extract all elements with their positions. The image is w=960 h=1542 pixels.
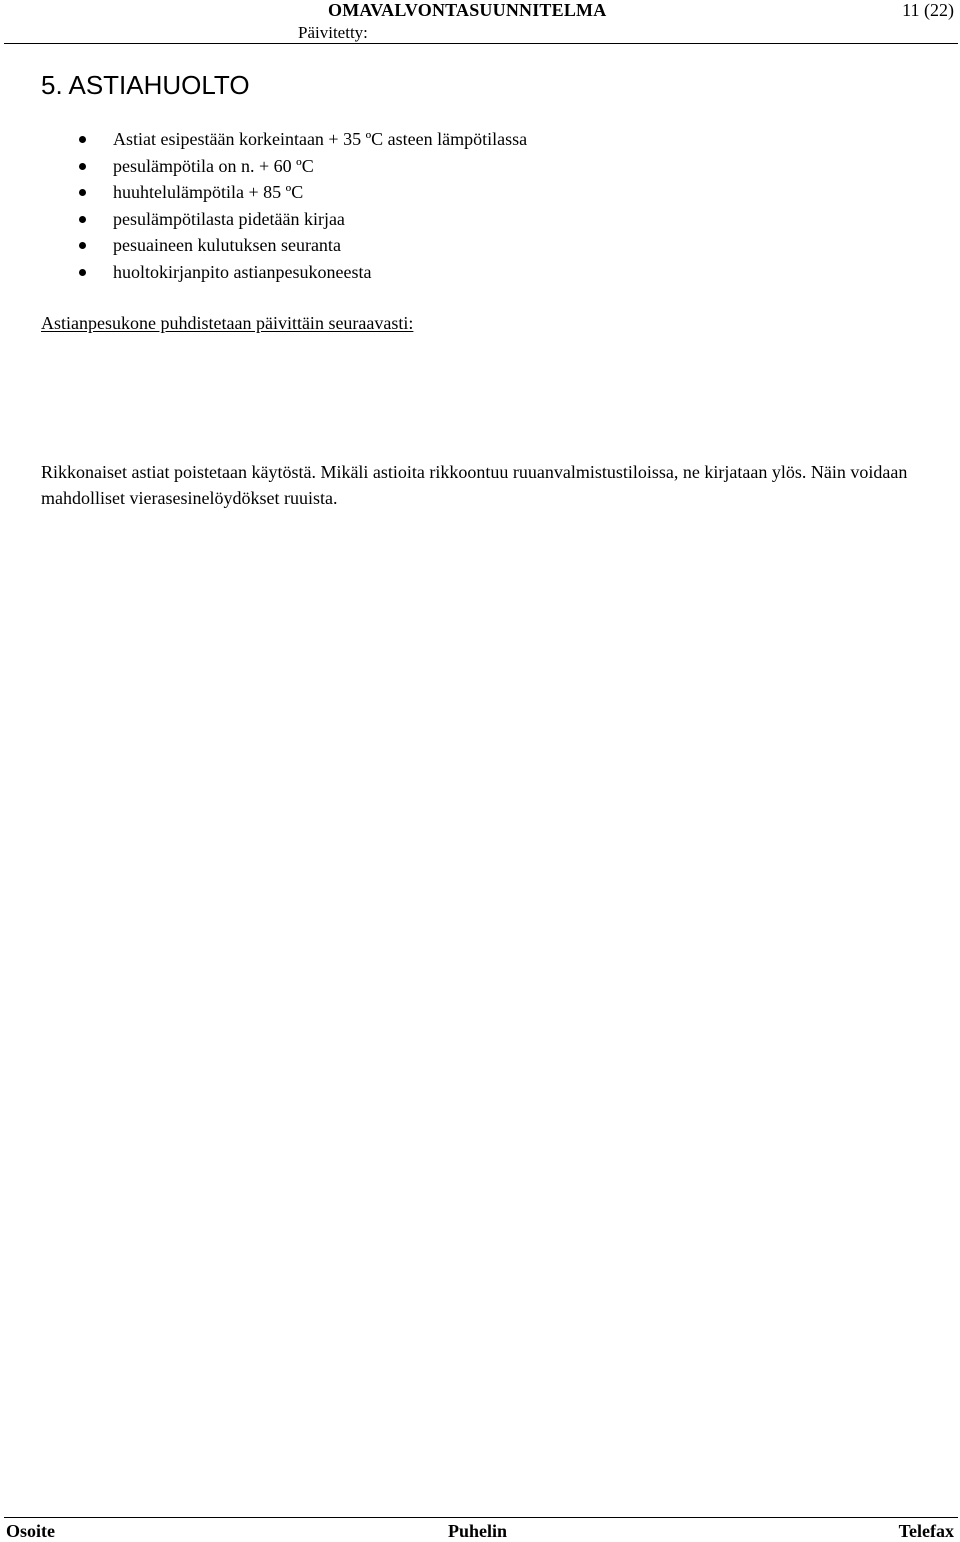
footer-address-label: Osoite	[6, 1521, 55, 1541]
list-item-text: Astiat esipestään korkeintaan + 35 ºC asteen lämpötilassa	[113, 129, 528, 149]
list-item	[0, 179, 527, 206]
updated-label: Päivitetty:	[298, 23, 368, 42]
list-item-text: huoltokirjanpito astianpesukoneesta	[113, 261, 372, 282]
bullet-icon	[79, 163, 86, 170]
list-item	[0, 126, 527, 153]
list-item-text: pesulämpötila on n. + 60 ºC	[113, 155, 314, 176]
bullet-icon	[79, 242, 86, 249]
list-item-text: huuhtelulämpötila + 85 ºC	[113, 182, 304, 203]
page-number: 11 (22)	[902, 0, 954, 20]
footer-phone-label: Puhelin	[448, 1521, 508, 1541]
list-item	[0, 153, 527, 180]
bullet-icon	[79, 269, 86, 276]
footer-divider	[4, 1517, 958, 1518]
list-item-text: pesuaineen kulutuksen seuranta	[113, 235, 341, 256]
body-paragraph: Rikkonaiset astiat poistetaan käytöstä. Mikäli astioita rikkoontuu ruuanvalmistustiloissa, ne kirjataan ylös. Näin voidaan mahdolliset vierasesinelöydökset ruuista.	[41, 462, 908, 508]
document-title: OMAVALVONTASUUNNITELMA	[328, 0, 607, 20]
bullet-icon	[79, 216, 86, 223]
section-heading: 5. ASTIAHUOLTO	[41, 70, 250, 100]
footer-fax-label: Telefax	[898, 1521, 954, 1541]
list-item-text: pesulämpötilasta pidetään kirjaa	[113, 208, 345, 229]
bullet-icon	[79, 189, 86, 196]
list-item	[0, 259, 527, 286]
cleaning-subheading: Astianpesukone puhdistetaan päivittäin seuraavasti:	[41, 313, 414, 333]
bullet-list	[0, 126, 527, 286]
list-item	[0, 232, 527, 259]
list-item	[0, 206, 527, 233]
bullet-icon	[79, 136, 86, 143]
header-divider	[4, 43, 958, 44]
